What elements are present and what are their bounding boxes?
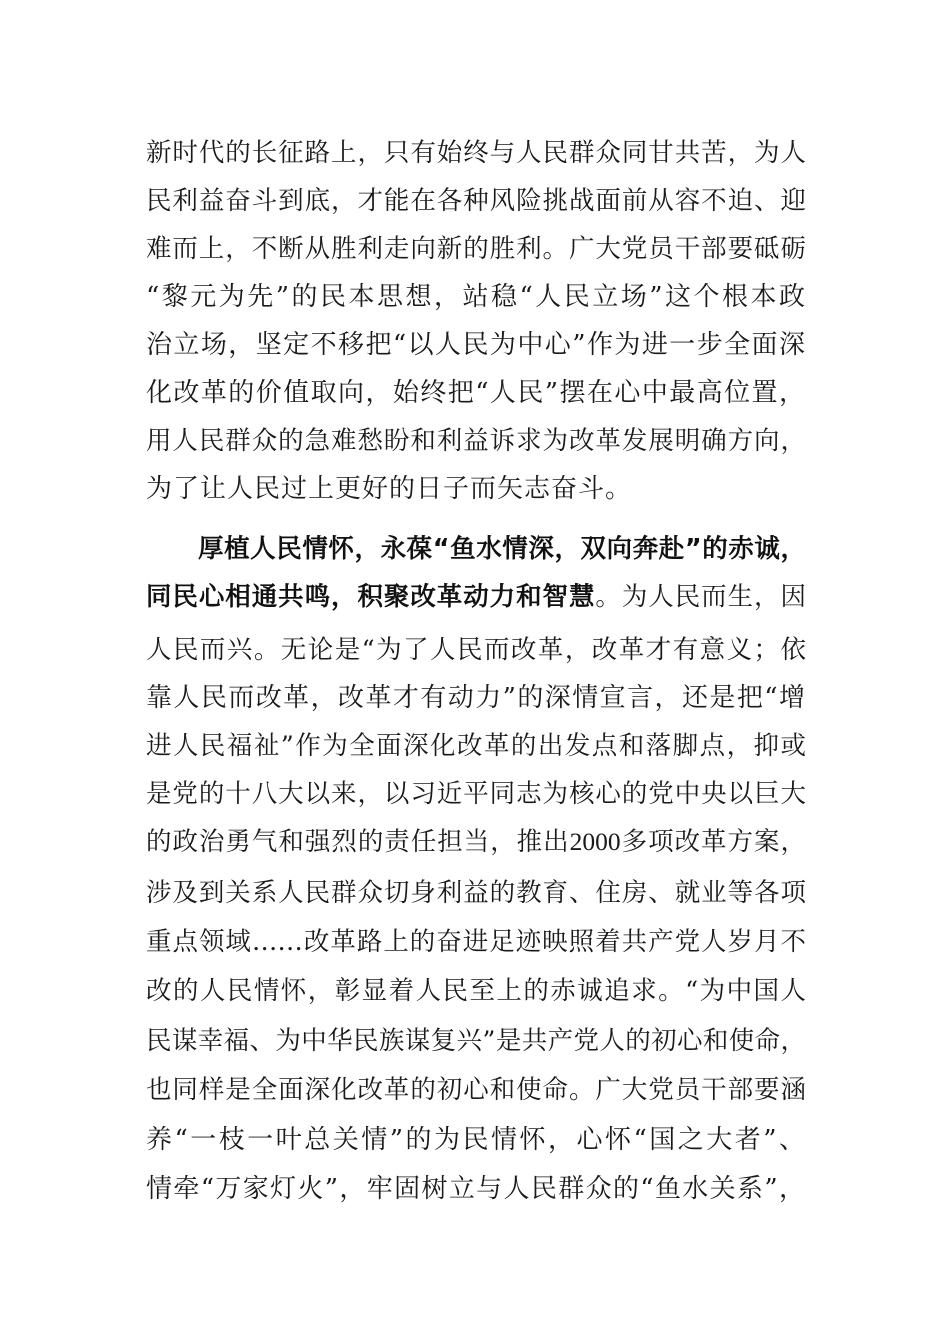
paragraph-line: 也同样是全面深化改革的初心和使命。广大党员干部要涵 <box>146 1075 806 1105</box>
paragraph-line: 情牵“万家灯火”，牢固树立与人民群众的“鱼水关系”， <box>146 1174 806 1204</box>
number-value: 2000 <box>569 827 621 856</box>
paragraph-text: 。为人民而生，因 <box>595 582 806 612</box>
paragraph-line: 进人民福祉”作为全面深化改革的出发点和落脚点，抑或 <box>146 731 806 761</box>
paragraph-line: 民谋幸福、为中华民族谋复兴”是共产党人的初心和使命， <box>146 1026 806 1056</box>
bold-heading-continuation: 同民心相通共鸣，积聚改革动力和智慧 <box>146 582 596 612</box>
bold-heading-line: 厚植人民情怀，永葆“鱼水情深，双向奔赴”的赤诚， <box>198 534 806 564</box>
paragraph-line: 是党的十八大以来，以习近平同志为核心的党中央以巨大 <box>146 779 806 809</box>
paragraph-line <box>146 577 806 617</box>
paragraph-line <box>146 822 806 862</box>
paragraph-line: 改的人民情怀，彰显着人民至上的赤诚追求。“为中国人 <box>146 976 806 1006</box>
paragraph-line: 养“一枝一叶总关情”的为民情怀，心怀“国之大者”、 <box>146 1125 806 1155</box>
paragraph-line: 新时代的长征路上，只有始终与人民群众同甘共苦，为人 <box>146 138 806 168</box>
paragraph-line: 治立场，坚定不移把“以人民为中心”作为进一步全面深 <box>146 330 806 360</box>
paragraph-line: 为了让人民过上更好的日子而矢志奋斗。 <box>146 474 633 504</box>
paragraph-line: 难而上，不断从胜利走向新的胜利。广大党员干部要砥砺 <box>146 234 806 264</box>
paragraph-line: “黎元为先”的民本思想，站稳“人民立场”这个根本政 <box>146 282 806 312</box>
paragraph-line: 用人民群众的急难愁盼和利益诉求为改革发展明确方向， <box>146 426 806 456</box>
paragraph-line: 人民而兴。无论是“为了人民而改革，改革才有意义；依 <box>146 635 806 665</box>
paragraph-line: 重点领域……改革路上的奋进足迹映照着共产党人岁月不 <box>146 927 806 957</box>
paragraph-line: 涉及到关系人民群众切身利益的教育、住房、就业等各项 <box>146 878 806 908</box>
paragraph-text: 的政治勇气和强烈的责任担当，推出 <box>146 827 570 857</box>
paragraph-line: 化改革的价值取向，始终把“人民”摆在心中最高位置， <box>146 378 806 408</box>
paragraph-text: 多项改革方案， <box>620 827 806 857</box>
paragraph-line: 靠人民而改革，改革才有动力”的深情宣言，还是把“增 <box>146 683 806 713</box>
paragraph-line: 民利益奋斗到底，才能在各种风险挑战面前从容不迫、迎 <box>146 186 806 216</box>
